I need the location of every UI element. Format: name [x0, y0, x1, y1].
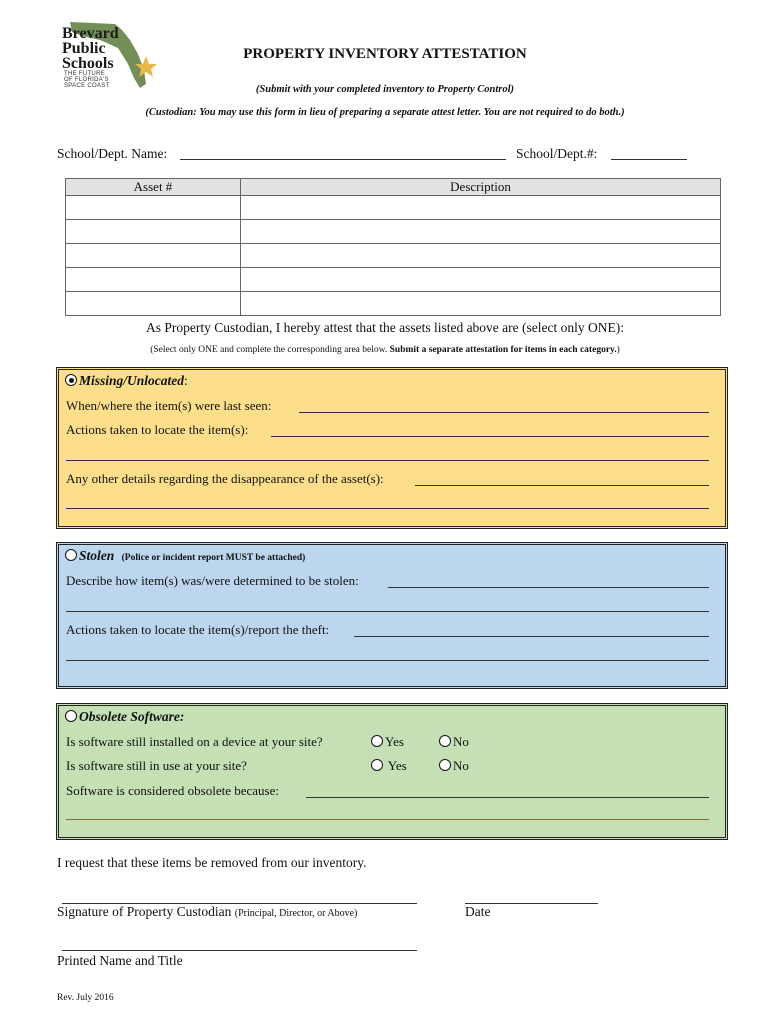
subtitle-submit: (Submit with your completed inventory to Property Control) [255, 84, 515, 95]
missing-q1: When/where the item(s) were last seen: [66, 398, 272, 413]
stolen-q1-field[interactable] [388, 586, 709, 588]
q2-no-option[interactable] [439, 758, 469, 774]
asset-cell[interactable] [66, 220, 241, 244]
stolen-q1-field-cont[interactable] [66, 610, 709, 612]
attest-sub-bold: Submit a separate attestation for items in each category. [389, 345, 617, 355]
obsolete-q3: Software is considered obsolete because: [66, 783, 279, 798]
obsolete-q2: Is software still in use at your site? [66, 758, 247, 773]
q1-yes-label: Yes [385, 734, 404, 749]
obsolete-q3-field-cont[interactable] [66, 818, 709, 820]
missing-heading-label: Missing/Unlocated [79, 373, 185, 388]
attest-sub-close: ) [616, 345, 620, 355]
stolen-heading [65, 548, 305, 564]
missing-heading [65, 373, 188, 389]
table-row [66, 244, 721, 268]
tagline-line: THE FUTURE [64, 71, 105, 77]
obsolete-q3-field[interactable] [306, 796, 709, 798]
missing-q2: Actions taken to locate the item(s): [66, 422, 249, 437]
asset-table [65, 178, 721, 316]
asset-cell[interactable] [66, 292, 241, 316]
date-label: Date [465, 904, 491, 919]
missing-q1-field[interactable] [299, 411, 709, 413]
table-row [66, 220, 721, 244]
logo-line: Public [62, 40, 106, 57]
stolen-heading-label: Stolen [79, 548, 115, 563]
logo-line: Schools [62, 55, 114, 72]
description-col-header: Description [241, 179, 721, 196]
signature-label-text: Signature of Property Custodian [57, 904, 232, 919]
printed-name-field[interactable] [62, 949, 417, 951]
asset-col-header: Asset # [66, 179, 241, 196]
stolen-radio[interactable] [65, 549, 77, 561]
obsolete-section [56, 703, 728, 840]
missing-q3-field-cont[interactable] [66, 507, 709, 509]
request-statement: I request that these items be removed from our inventory. [57, 855, 367, 870]
table-row [66, 268, 721, 292]
attest-instructions [0, 345, 770, 355]
q1-no-radio[interactable] [439, 735, 451, 747]
tagline-line: SPACE COAST [64, 83, 110, 89]
description-cell[interactable] [241, 268, 721, 292]
logo-line: Brevard [62, 25, 119, 42]
q2-no-label: No [453, 758, 469, 773]
school-num-field[interactable] [611, 158, 687, 160]
stolen-note: (Police or incident report MUST be attached) [121, 553, 306, 563]
stolen-q1: Describe how item(s) was/were determined to be stolen: [66, 573, 359, 588]
revision-label: Rev. July 2016 [57, 993, 114, 1003]
table-row [66, 196, 721, 220]
q1-no-option[interactable] [439, 734, 469, 750]
attest-sub-text: (Select only ONE and complete the corresponding area below. [150, 345, 390, 355]
stolen-q2-field[interactable] [354, 635, 709, 637]
tagline-line: OF FLORIDA'S [64, 77, 109, 83]
asset-cell[interactable] [66, 268, 241, 292]
printed-name-label: Printed Name and Title [57, 953, 183, 968]
school-num-label: School/Dept.#: [516, 146, 598, 161]
obsolete-heading [65, 709, 184, 725]
page-title: PROPERTY INVENTORY ATTESTATION [243, 46, 527, 62]
signature-label [57, 904, 357, 920]
missing-q2-field-cont[interactable] [66, 459, 709, 461]
description-cell[interactable] [241, 244, 721, 268]
table-row [66, 292, 721, 316]
missing-q2-field[interactable] [271, 435, 709, 437]
attest-statement: As Property Custodian, I hereby attest that the assets listed above are (select only ONE): [146, 320, 624, 335]
obsolete-q1: Is software still installed on a device at your site? [66, 734, 323, 749]
asset-cell[interactable] [66, 196, 241, 220]
q1-no-label: No [453, 734, 469, 749]
missing-q3-field[interactable] [415, 484, 709, 486]
school-name-label: School/Dept. Name: [57, 146, 168, 161]
description-cell[interactable] [241, 220, 721, 244]
missing-section [56, 367, 728, 529]
q1-yes-radio[interactable] [371, 735, 383, 747]
asset-cell[interactable] [66, 244, 241, 268]
subtitle-custodian: (Custodian: You may use this form in lieu of preparing a separate attest letter. You are not required to do both.) [145, 107, 625, 118]
missing-q3: Any other details regarding the disappearance of the asset(s): [66, 471, 384, 486]
school-name-field[interactable] [180, 158, 506, 160]
q2-yes-label: Yes [387, 758, 407, 773]
description-cell[interactable] [241, 196, 721, 220]
stolen-section [56, 542, 728, 689]
obsolete-heading-label: Obsolete Software: [79, 709, 185, 724]
missing-radio[interactable] [65, 374, 77, 386]
stolen-q2-field-cont[interactable] [66, 659, 709, 661]
q2-yes-option[interactable] [371, 758, 407, 774]
description-cell[interactable] [241, 292, 721, 316]
stolen-q2: Actions taken to locate the item(s)/report the theft: [66, 622, 330, 637]
q1-yes-option[interactable] [371, 734, 404, 750]
table-header-row [66, 179, 721, 196]
obsolete-radio[interactable] [65, 710, 77, 722]
signature-note: (Principal, Director, or Above) [234, 908, 358, 919]
q2-yes-radio[interactable] [371, 759, 383, 771]
missing-heading-colon: : [184, 373, 188, 388]
q2-no-radio[interactable] [439, 759, 451, 771]
